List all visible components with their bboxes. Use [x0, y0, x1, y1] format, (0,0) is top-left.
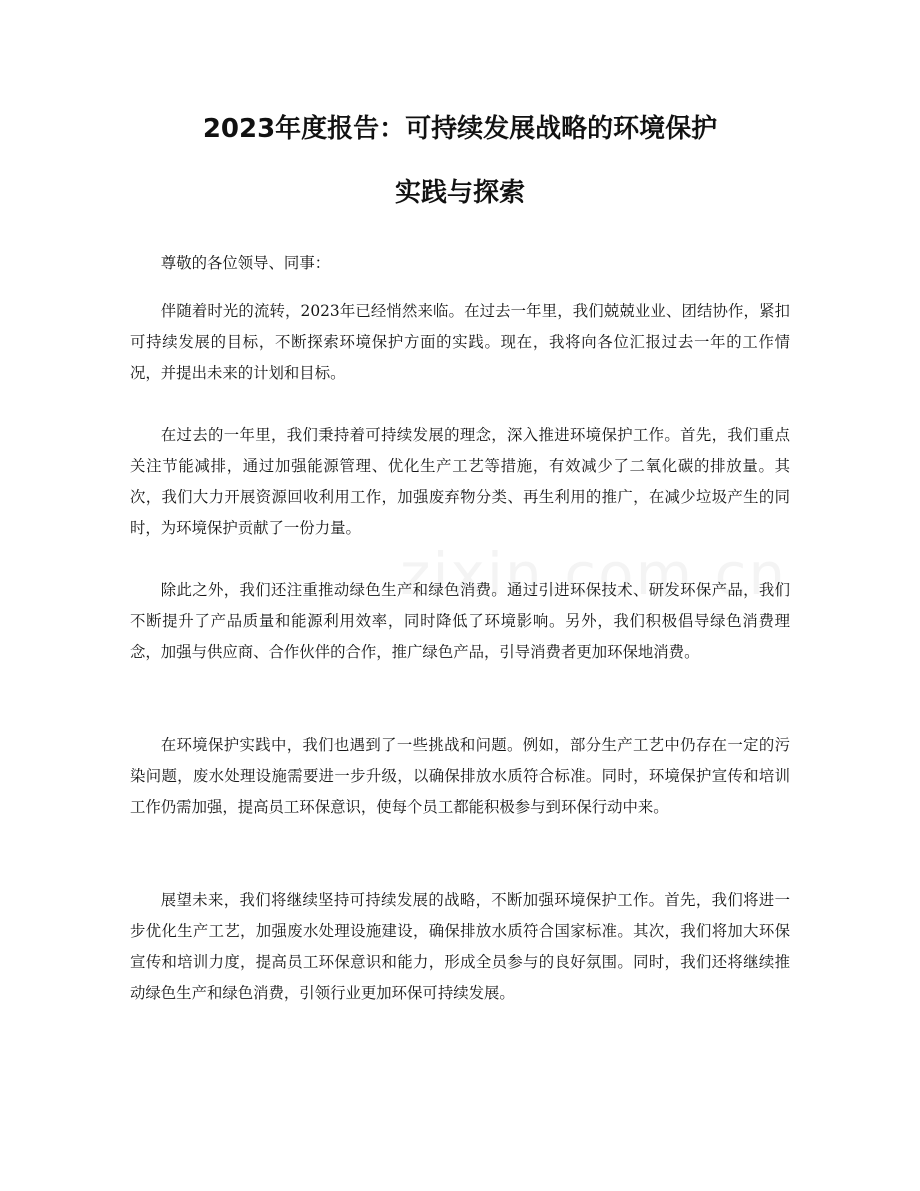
paragraph-intro: 伴随着时光的流转，2023年已经悄然来临。在过去一年里，我们兢兢业业、团结协作，紧扣可持续发展的目标，不断探索环境保护方面的实践。现在，我将向各位汇报过去一年的工作情况，并提出未来的计划和目标。: [130, 302, 790, 382]
document-title-line-1: 2023年度报告：可持续发展战略的环境保护: [202, 114, 718, 144]
paragraph-past-work: 在过去的一年里，我们秉持着可持续发展的理念，深入推进环境保护工作。首先，我们重点关注节能减排，通过加强能源管理、优化生产工艺等措施，有效减少了二氧化碳的排放量。其次，我们大力开展资源回收利用工作，加强废弃物分类、再生利用的推广，在减少垃圾产生的同时，为环境保护贡献了一份力量。: [130, 426, 790, 537]
paragraph-challenges: 在环境保护实践中，我们也遇到了一些挑战和问题。例如，部分生产工艺中仍存在一定的污染问题，废水处理设施需要进一步升级，以确保排放水质符合标准。同时，环境保护宣传和培训工作仍需加强，提高员工环保意识，使每个员工都能积极参与到环保行动中来。: [130, 736, 790, 816]
paragraph-outlook: 展望未来，我们将继续坚持可持续发展的战略，不断加强环境保护工作。首先，我们将进一步优化生产工艺，加强废水处理设施建设，确保排放水质符合国家标准。其次，我们将加大环保宣传和培训力度，提高员工环保意识和能力，形成全员参与的良好氛围。同时，我们还将继续推动绿色生产和绿色消费，引领行业更加环保可持续发展。: [130, 891, 790, 1002]
document-title-line-2: 实践与探索: [394, 178, 525, 208]
paragraph-green-production: 除此之外，我们还注重推动绿色生产和绿色消费。通过引进环保技术、研发环保产品，我们不断提升了产品质量和能源利用效率，同时降低了环境影响。另外，我们积极倡导绿色消费理念，加强与供应商、合作伙伴的合作，推广绿色产品，引导消费者更加环保地消费。: [130, 581, 790, 661]
salutation: 尊敬的各位领导、同事：: [160, 254, 331, 272]
